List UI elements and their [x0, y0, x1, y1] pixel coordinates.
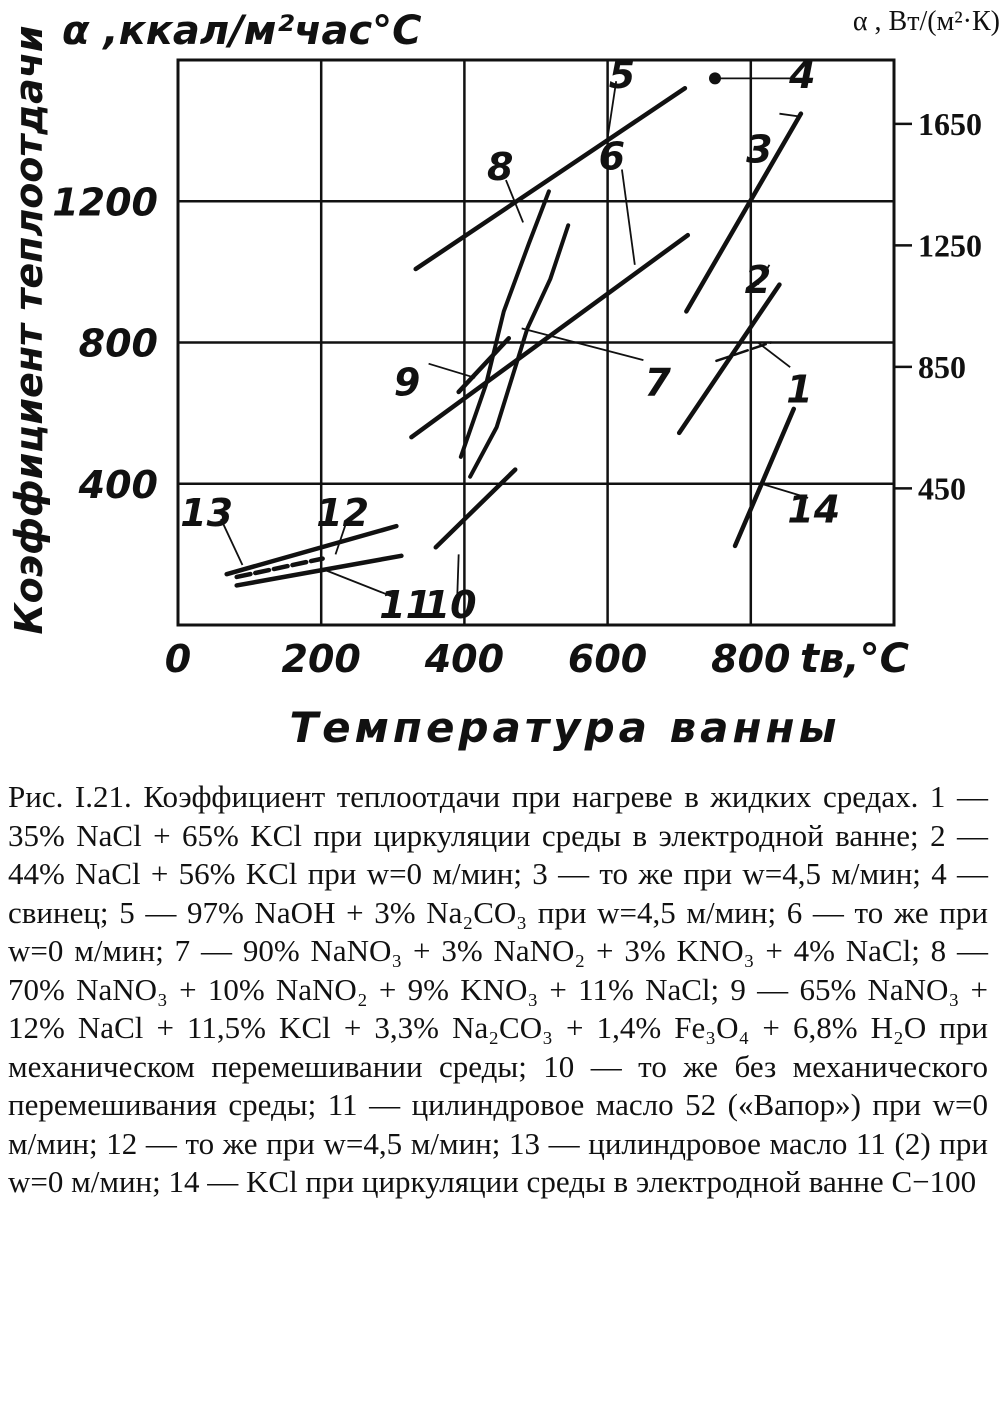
curve-label-8: 8	[486, 144, 514, 189]
curve-label-6: 6	[598, 134, 626, 179]
curve-label-7: 7	[644, 360, 671, 405]
y-tick-label: 1200	[52, 180, 158, 225]
series-line-5	[416, 88, 685, 269]
curve-label-10: 10	[423, 582, 477, 627]
curve-label-14: 14	[787, 487, 841, 532]
grid	[178, 60, 894, 625]
series-line-14	[735, 409, 794, 546]
left-axis-title: α ,ккал/м²час°С	[62, 8, 422, 54]
curve-label-9: 9	[393, 360, 421, 405]
label-leader-6	[622, 169, 635, 264]
x-unit-label: tв,°С	[800, 636, 909, 682]
x-tick-label: 0	[164, 637, 192, 681]
curve-label-2: 2	[744, 257, 772, 302]
right-tick-label: 1650	[918, 105, 982, 142]
curve-label-12: 12	[316, 491, 370, 535]
side-axis-title: Коэффициент теплоотдачи	[7, 25, 51, 635]
x-axis-title: Температура ванны	[289, 703, 841, 752]
right-tick-label: 1250	[918, 227, 982, 264]
curve-label-11: 11	[379, 582, 433, 627]
series-line-10	[436, 470, 515, 548]
caption-prefix: Рис. I.21.	[8, 779, 144, 814]
curve-label-3: 3	[746, 127, 773, 172]
label-leader-9	[429, 364, 476, 378]
curve-label-13: 13	[180, 491, 234, 535]
series-line-7	[470, 225, 568, 476]
curve-label-5: 5	[608, 53, 636, 98]
right-tick-label: 450	[918, 470, 966, 507]
tick-layer	[52, 106, 982, 681]
y-tick-label: 800	[78, 321, 158, 366]
caption-text: Коэффициент теплоотдачи при нагреве в жидких средах. 1 — 35% NaCl + 65% KCl при циркуляции среды в электродной ванне; 2 — 44% NaCl + 56% KCl при w=0 м/мин; 3 — то же при w=4,5 м/мин; 4 — свинец; 5 — 97% NaOH + 3% Na₂CO₃ при w=4,5 м/мин; 6 — то же при w=0 м/мин; 7 — 90% NaNO₃ + 3% NaNO₂ + 3% KNO₃ + 4% NaCl; 8 — 70% NaNO₃ + 10% NaNO₂ + 9% KNO₃ + 11% NaCl; 9 — 65% NaNO₃ + 12% NaCl + 11,5% KCl + 3,3% Na₂CO₃ + 1,4% Fe₃O₄ + 6,8% H₂O при механическом перемешивании среды; 10 — то же без механического перемешивания среды; 11 — цилиндровое масло 52 («Вапор») при w=0 м/мин; 12 — то же при w=4,5 м/мин; 13 — цилиндровое масло 11 (2) при w=0 м/мин; 14 — KCl при циркуляции среды в электродной ванне С−100	[8, 779, 988, 1199]
label-leader-3	[779, 114, 799, 117]
x-tick-label: 400	[424, 637, 505, 681]
series-line-13	[227, 526, 397, 574]
x-tick-label: 200	[281, 637, 361, 681]
curve-label-4: 4	[789, 53, 816, 98]
y-tick-label: 400	[78, 462, 158, 507]
right-tick-label: 850	[918, 348, 966, 385]
x-tick-label: 600	[567, 637, 648, 681]
series-line-2	[679, 285, 779, 433]
curve-label-1: 1	[786, 367, 813, 412]
x-tick-label: 800	[711, 637, 791, 681]
figure-caption	[8, 778, 988, 1202]
series-layer	[227, 72, 801, 585]
label-leader-1	[758, 343, 790, 368]
series-line-3	[686, 114, 801, 312]
right-axis-title: α , Вт/(м²·К)	[852, 6, 1000, 37]
